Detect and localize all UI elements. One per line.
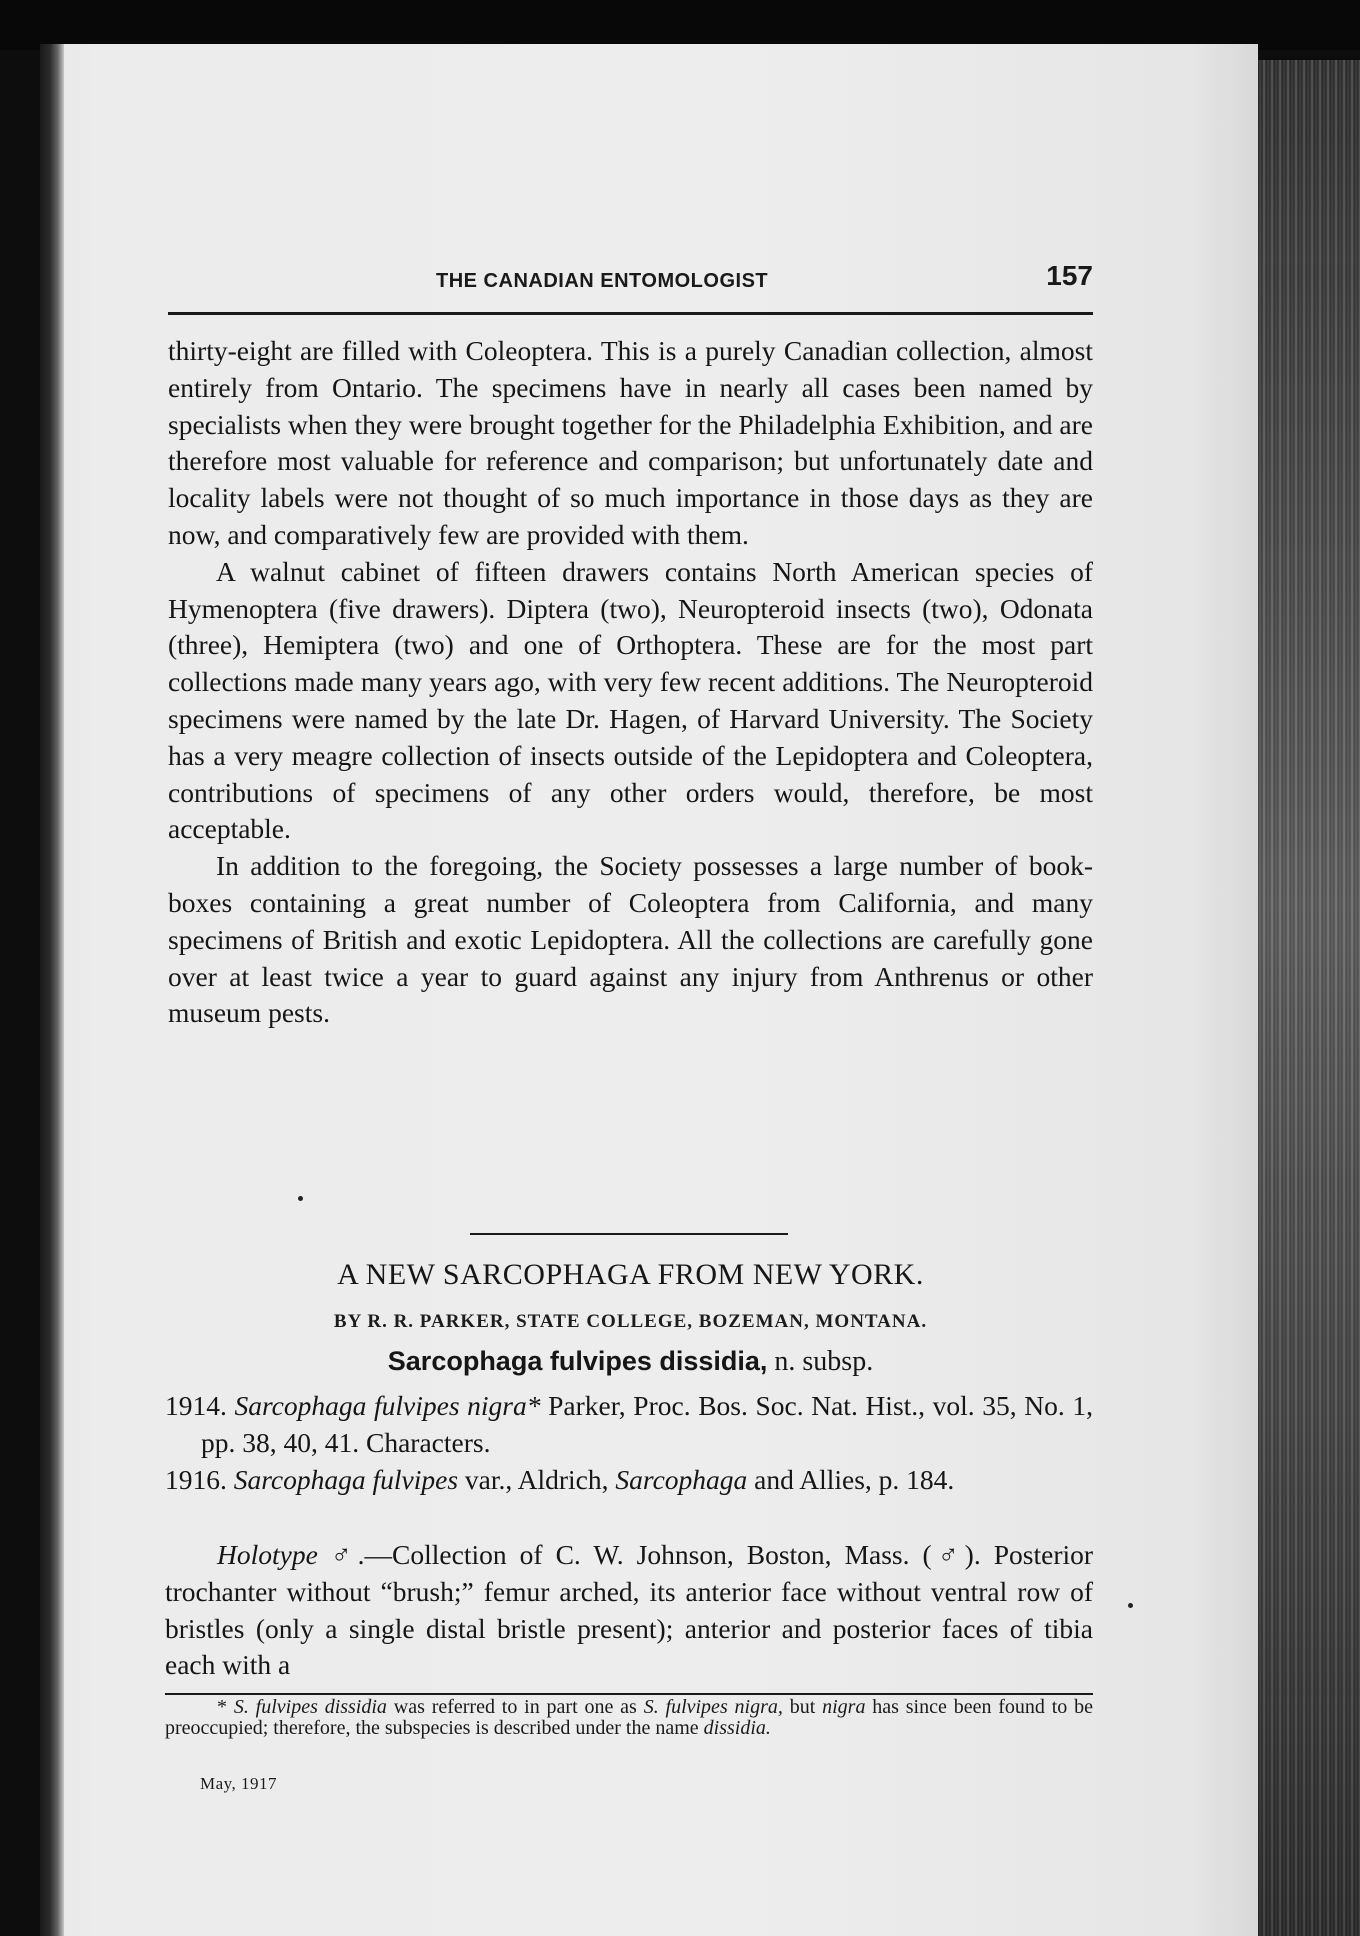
holotype-text-a: .—Collection of C. W. Johnson, Boston, Mass. ( xyxy=(357,1539,932,1570)
synonymy-citation: Parker, Proc. Bos. Soc. Nat. Hist., vol. 35, No. 1, pp. 38, 40, 41. Characters. xyxy=(201,1390,1094,1458)
synonymy-citation: var., Aldrich, xyxy=(464,1463,609,1495)
synonymy-entry xyxy=(165,1462,1093,1499)
book-spine-shadow xyxy=(40,44,64,1936)
section-divider xyxy=(470,1233,788,1235)
article-byline: BY R. R. PARKER, STATE COLLEGE, BOZEMAN, MONTANA. xyxy=(333,1311,928,1332)
holotype-text-b: ). Posterior trochanter without “brush;” femur arched, its anterior face without ventral row of bristles (only a single distal bristle present); anterior and posterior faces of tibia each with a xyxy=(165,1539,1094,1681)
running-header xyxy=(168,260,1093,315)
paragraph-3: In addition to the foregoing, the Society possesses a large number of book-boxes containing a great number of Coleoptera from California, and many specimens of British and exotic Lepidoptera. All the collections are carefully gone over at least twice a year to guard against any injury from Anthrenus or other museum pests. xyxy=(168,850,1093,1029)
stray-ink-dot xyxy=(1128,1603,1133,1608)
footnote-rule xyxy=(165,1693,1093,1695)
synonymy-citation-end: and Allies, p. 184. xyxy=(754,1463,955,1495)
footnote-text-a: was referred to in part one as xyxy=(393,1696,637,1718)
footnote-marker: * xyxy=(217,1696,227,1718)
page-edges xyxy=(1258,60,1360,1936)
taxon-name: Sarcophaga fulvipes dissidia, xyxy=(387,1346,768,1376)
synonymy-name: Sarcophaga fulvipes xyxy=(233,1463,459,1495)
body-text xyxy=(168,333,1093,1032)
synonymy-year: 1916. xyxy=(165,1463,227,1495)
male-symbol: ♂ xyxy=(330,1539,358,1570)
synonymy-work-title: Sarcophaga xyxy=(615,1463,748,1495)
page-number: 157 xyxy=(1046,260,1093,291)
footnote-italic-c: nigra xyxy=(822,1696,866,1718)
article-title: A NEW SARCOPHAGA FROM NEW YORK. xyxy=(337,1258,924,1291)
taxon-heading xyxy=(168,1346,1093,1378)
taxon-status: n. subsp. xyxy=(774,1346,874,1377)
synonymy-name: Sarcophaga fulvipes nigra* xyxy=(234,1390,541,1421)
footnote-text-b: but xyxy=(789,1696,816,1718)
footnote-italic-b: S. fulvipes nigra, xyxy=(643,1696,783,1718)
synonymy-year: 1914. xyxy=(165,1390,227,1421)
holotype-description xyxy=(165,1537,1093,1684)
footnote-italic-a: S. fulvipes dissidia xyxy=(233,1696,387,1718)
footnote-italic-d: dissidia. xyxy=(703,1717,771,1739)
paragraph-2: A walnut cabinet of fifteen drawers contains North American species of Hymenoptera (five drawers). Diptera (two), Neuropteroid insects (two), Odonata (three), Hemiptera (two) and one of Orthoptera. These are for the most part collections made many years ago, with very few recent additions. The Neuropteroid specimens were named by the late Dr. Hagen, of Harvard University. The Society has a very meagre collection of insects outside of the Lepidoptera and Coleoptera, contributions of specimens of any other orders would, therefore, be most acceptable. xyxy=(168,555,1093,845)
synonymy-entry xyxy=(165,1388,1093,1462)
footnote-text-c: has since been found to be preoccupied; therefore, the subspecies is described under the name xyxy=(165,1696,1094,1739)
holotype-label: Holotype xyxy=(217,1539,318,1570)
footnote xyxy=(165,1697,1093,1739)
stray-ink-dot xyxy=(298,1196,303,1201)
male-symbol: ♂ xyxy=(931,1539,965,1570)
issue-date: May, 1917 xyxy=(200,1774,278,1793)
synonymy-list xyxy=(165,1388,1093,1498)
running-title: THE CANADIAN ENTOMOLOGIST xyxy=(436,270,769,292)
film-border-top xyxy=(0,0,1360,50)
paragraph-1: thirty-eight are filled with Coleoptera. This is a purely Canadian collection, almost entirely from Ontario. The specimens have in nearly all cases been named by specialists when they were brought together for the Philadelphia Exhibition, and are therefore most valuable for reference and comparison; but unfortunately date and locality labels were not thought of so much importance in those days as they are now, and comparatively few are provided with them. xyxy=(168,335,1093,550)
